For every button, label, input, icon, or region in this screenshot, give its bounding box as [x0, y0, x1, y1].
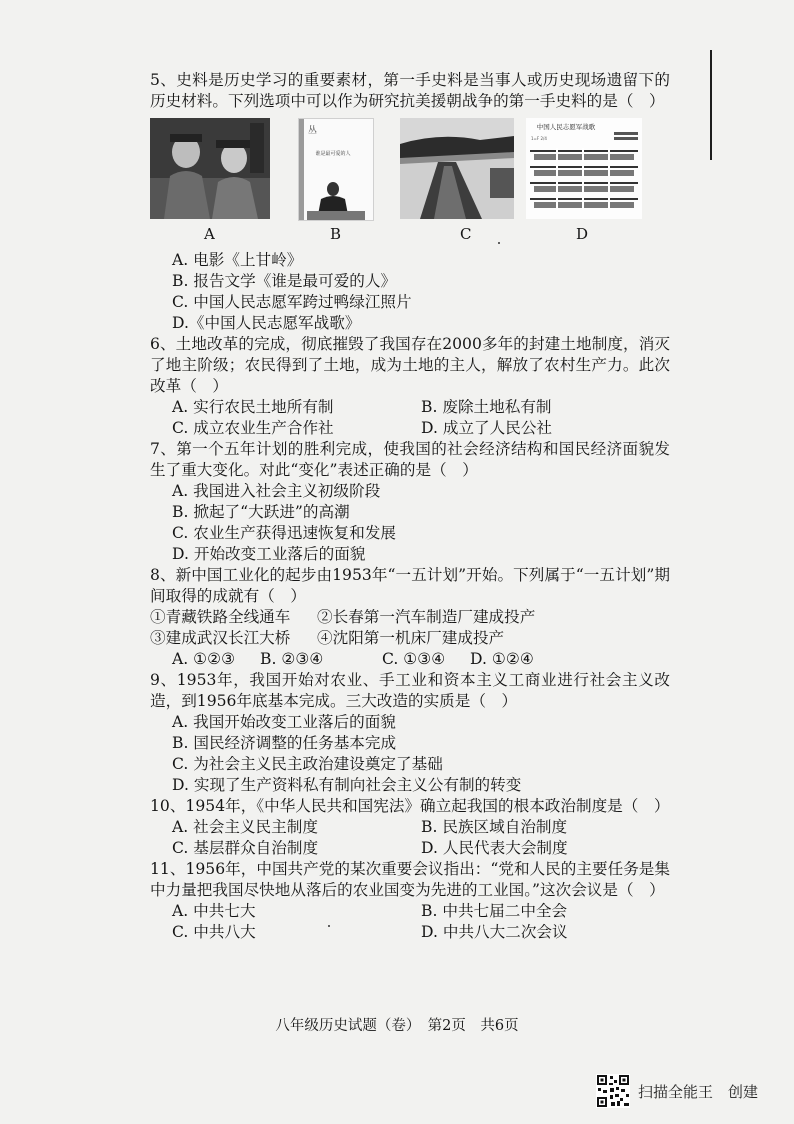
image-label-c: C [460, 225, 472, 243]
q8-option-b: B. ②③④ [260, 650, 324, 668]
image-c-photo-crossing-yalu [400, 118, 514, 219]
page-edge-line [710, 50, 712, 160]
image-b-book-cover [298, 118, 374, 221]
q11-option-d: D. 中共八大二次会议 [421, 923, 568, 941]
q8-option-c: C. ①③④ [382, 650, 446, 668]
q5-option-a: A. 电影《上甘岭》 [172, 251, 303, 269]
q11-option-c: C. 中共八大 [172, 923, 256, 941]
q11-options-row-2 [172, 922, 670, 943]
question-10-stem: 10、1954年，《中华人民共和国宪法》确立起我国的根本政治制度是（ ） [150, 797, 670, 815]
q9-option-a: A. 我国开始改变工业落后的面貌 [172, 713, 396, 731]
q6-option-d: D. 成立了人民公社 [421, 419, 553, 437]
q7-option-b: B. 掀起了“大跃进”的高潮 [172, 503, 350, 521]
q11-option-b: B. 中共七届二中全会 [421, 902, 568, 920]
q7-option-d: D. 开始改变工业落后的面貌 [172, 545, 366, 563]
question-9-stem: 9、1953年，我国开始对农业、手工业和资本主义工商业进行社会主义改造，到1956年底基本完成。三大改造的实质是（ ） [150, 671, 670, 710]
q8-item-2: ②长春第一汽车制造厂建成投产 [317, 608, 536, 626]
question-5-images [150, 114, 670, 248]
q10-option-a: A. 社会主义民主制度 [172, 818, 318, 836]
q8-option-a: A. ①②③ [172, 650, 236, 668]
q10-option-c: C. 基层群众自治制度 [172, 839, 319, 857]
question-11-stem: 11、1956年，中国共产党的某次重要会议指出：“党和人民的主要任务是集中力量把我国尽快地从落后的农业国变为先进的工业国。”这次会议是（ ） [150, 860, 670, 899]
scanner-brand-text: 扫描全能王 创建 [638, 1082, 759, 1101]
image-label-d: D [576, 225, 589, 243]
q11-options-row-1 [172, 901, 670, 922]
q8-items-row-1 [150, 607, 670, 628]
q10-options-row-1 [172, 817, 670, 838]
q6-options-row-1 [172, 397, 670, 418]
scanner-watermark [596, 1074, 758, 1108]
question-6-stem: 6、土地改革的完成，彻底摧毁了我国存在2000多年的封建土地制度，消灭了地主阶级；农民得到了土地，成为土地的主人，解放了农村生产力。此次改革（ ） [150, 335, 670, 395]
q10-option-d: D. 人民代表大会制度 [421, 839, 568, 857]
q6-option-b: B. 废除土地私有制 [421, 398, 552, 416]
question-area [150, 70, 670, 943]
image-a-film-still [150, 118, 270, 219]
q11-option-a: A. 中共七大 [172, 902, 256, 920]
page-footer: 八年级历史试题（卷） 第2页 共6页 [275, 1018, 519, 1034]
q5-option-c: C. 中国人民志愿军跨过鸭绿江照片 [172, 293, 412, 311]
q8-items-row-2 [150, 628, 670, 649]
question-8-stem: 8、新中国工业化的起步由1953年“一五计划”开始。下列属于“一五计划”期间取得的成就有（ ） [150, 566, 670, 605]
svg-text:丛: 丛 [308, 126, 318, 136]
q6-option-c: C. 成立农业生产合作社 [172, 419, 334, 437]
q10-option-b: B. 民族区域自治制度 [421, 818, 568, 836]
image-d-song-sheet [526, 118, 642, 219]
q5-option-d: D.《中国人民志愿军战歌》 [172, 314, 361, 332]
question-5-stem: 5、史料是历史学习的重要素材，第一手史料是当事人或历史现场遗留下的历史材料。下列选项中可以作为研究抗美援朝战争的第一手史料的是（ ） [150, 71, 670, 110]
q8-options-row [172, 649, 670, 670]
image-label-a: A [204, 225, 215, 243]
q7-option-a: A. 我国进入社会主义初级阶段 [172, 482, 381, 500]
q8-item-4: ④沈阳第一机床厂建成投产 [317, 629, 505, 647]
q5-option-b: B. 报告文学《谁是最可爱的人》 [172, 272, 397, 290]
question-7-stem: 7、第一个五年计划的胜利完成，使我国的社会经济结构和国民经济面貌发生了重大变化。对此“变化”表述正确的是（ ） [150, 440, 670, 479]
svg-text:1=F 2/4: 1=F 2/4 [531, 136, 547, 141]
image-label-b: B [330, 225, 342, 243]
q6-options-row-2 [172, 418, 670, 439]
q6-option-a: A. 实行农民土地所有制 [172, 398, 334, 416]
q10-options-row-2 [172, 838, 670, 859]
song-title-text: 中国人民志愿军战歌 [536, 123, 596, 131]
q9-option-b: B. 国民经济调整的任务基本完成 [172, 734, 397, 752]
q8-item-1: ①青藏铁路全线通车 [150, 608, 291, 626]
q8-option-d: D. ①②④ [470, 650, 534, 668]
qr-code-icon [596, 1074, 630, 1108]
book-title-text: 谁是最可爱的人 [315, 151, 351, 157]
q7-option-c: C. 农业生产获得迅速恢复和发展 [172, 524, 397, 542]
q8-item-3: ③建成武汉长江大桥 [150, 629, 291, 647]
q9-option-c: C. 为社会主义民主政治建设奠定了基础 [172, 755, 443, 773]
q9-option-d: D. 实现了生产资料私有制向社会主义公有制的转变 [172, 776, 522, 794]
